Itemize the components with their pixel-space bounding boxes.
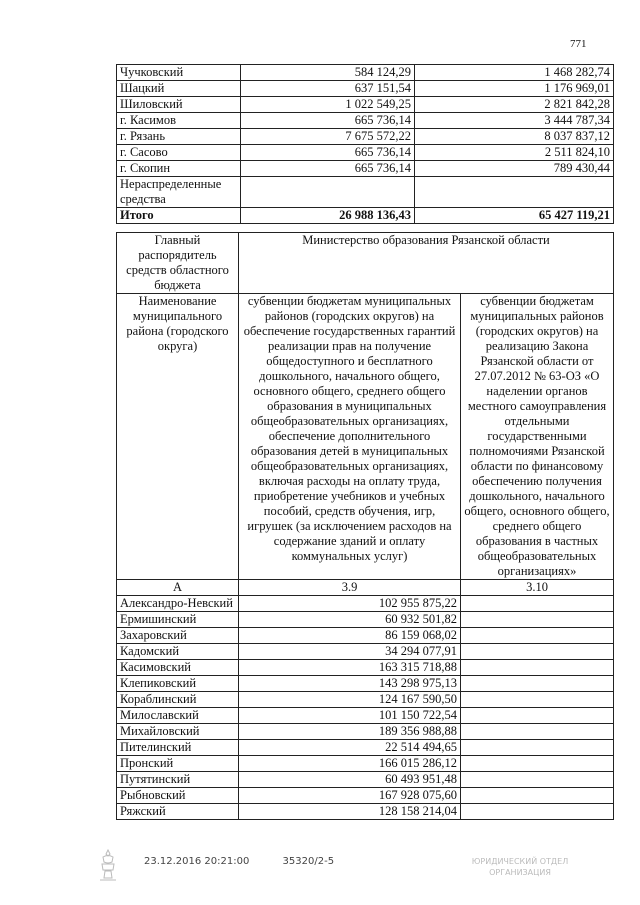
- index-a: А: [117, 580, 239, 596]
- district-name: Милославский: [117, 708, 239, 724]
- table-row: [117, 161, 614, 177]
- district-name: Александро-Невский: [117, 596, 239, 612]
- amount-cell: [461, 692, 614, 708]
- total-row: [117, 208, 614, 224]
- district-name: Захаровский: [117, 628, 239, 644]
- amount-cell: 163 315 718,88: [239, 660, 461, 676]
- amount-cell: 665 736,14: [241, 161, 415, 177]
- amount-cell: 789 430,44: [415, 161, 614, 177]
- table-row: [117, 65, 614, 81]
- amount-cell: [461, 628, 614, 644]
- table-row: [117, 660, 614, 676]
- table-row: [117, 81, 614, 97]
- amount-cell: [461, 724, 614, 740]
- column-header-row: [117, 294, 614, 580]
- amount-cell: [461, 804, 614, 820]
- amount-cell: 665 736,14: [241, 113, 415, 129]
- amount-cell: [461, 644, 614, 660]
- document-footer: [144, 856, 364, 867]
- district-name: Шацкий: [117, 81, 241, 97]
- amount-cell: 8 037 837,12: [415, 129, 614, 145]
- amount-cell: 1 176 969,01: [415, 81, 614, 97]
- amount-cell: [461, 596, 614, 612]
- district-name: Кадомский: [117, 644, 239, 660]
- amount-cell: [461, 676, 614, 692]
- amount-cell: 3 444 787,34: [415, 113, 614, 129]
- district-name: Ряжский: [117, 804, 239, 820]
- district-name: Путятинский: [117, 772, 239, 788]
- district-name: Кораблинский: [117, 692, 239, 708]
- district-name: Михайловский: [117, 724, 239, 740]
- document-code: 35320/2-5: [282, 856, 335, 867]
- amount-cell: 637 151,54: [241, 81, 415, 97]
- allocation-table-continued: [116, 64, 614, 224]
- index-3-10: 3.10: [461, 580, 614, 596]
- amount-cell: 1 468 282,74: [415, 65, 614, 81]
- amount-cell: 2 511 824,10: [415, 145, 614, 161]
- print-datetime: 23.12.2016 20:21:00: [144, 856, 250, 867]
- amount-cell: 166 015 286,12: [239, 756, 461, 772]
- amount-cell: 34 294 077,91: [239, 644, 461, 660]
- amount-cell: 143 298 975,13: [239, 676, 461, 692]
- amount-cell: [415, 177, 614, 208]
- subvention-3-9-header: субвенции бюджетам муниципальных районов (городских округов) на обеспечение государственных гарантий реализации прав на получение общедоступного и бесплатного дошкольного, начального общего, основного общего, среднего общего образования в муниципальных общеобразовательных организациях, обеспечение дополнительного образования детей в муниципальных общеобразовательных организациях, включая расходы на оплату труда, приобретение учебников и учебных пособий, средств обучения, игр, игрушек (за исключением расходов на содержание зданий и оплату коммунальных услуг): [239, 294, 461, 580]
- amount-cell: 60 932 501,82: [239, 612, 461, 628]
- table-row: [117, 113, 614, 129]
- amount-cell: 101 150 722,54: [239, 708, 461, 724]
- district-name: Касимовский: [117, 660, 239, 676]
- amount-cell: 22 514 494,65: [239, 740, 461, 756]
- stamp-line-2: ОРГАНИЗАЦИЯ: [489, 868, 551, 877]
- table-row: [117, 772, 614, 788]
- amount-cell: [241, 177, 415, 208]
- table-row: [117, 644, 614, 660]
- district-name: Нераспределенные средства: [117, 177, 241, 208]
- district-name: Пронский: [117, 756, 239, 772]
- amount-cell: 1 022 549,25: [241, 97, 415, 113]
- table-row: [117, 804, 614, 820]
- amount-cell: [461, 740, 614, 756]
- main-distributor-label: Главный распорядитель средств областного бюджета: [117, 233, 239, 294]
- coat-of-arms-icon: [96, 848, 120, 882]
- table-row: [117, 612, 614, 628]
- name-column-header: Наименование муниципального района (городского округа): [117, 294, 239, 580]
- amount-cell: 167 928 075,60: [239, 788, 461, 804]
- amount-cell: [461, 660, 614, 676]
- table-row: [117, 708, 614, 724]
- column-index-row: [117, 580, 614, 596]
- amount-cell: 7 675 572,22: [241, 129, 415, 145]
- table-row: [117, 692, 614, 708]
- main-distributor-row: [117, 233, 614, 294]
- total-amount: 65 427 119,21: [415, 208, 614, 224]
- table-row: [117, 97, 614, 113]
- district-name: г. Скопин: [117, 161, 241, 177]
- total-amount: 26 988 136,43: [241, 208, 415, 224]
- index-3-9: 3.9: [239, 580, 461, 596]
- table-row: [117, 596, 614, 612]
- amount-cell: [461, 772, 614, 788]
- faded-stamp: [450, 856, 590, 878]
- amount-cell: 60 493 951,48: [239, 772, 461, 788]
- table-row: [117, 676, 614, 692]
- amount-cell: 124 167 590,50: [239, 692, 461, 708]
- district-name: г. Рязань: [117, 129, 241, 145]
- district-name: г. Сасово: [117, 145, 241, 161]
- district-name: Клепиковский: [117, 676, 239, 692]
- amount-cell: 2 821 842,28: [415, 97, 614, 113]
- amount-cell: [461, 708, 614, 724]
- amount-cell: 584 124,29: [241, 65, 415, 81]
- amount-cell: [461, 612, 614, 628]
- page-number: 771: [570, 38, 587, 50]
- amount-cell: 189 356 988,88: [239, 724, 461, 740]
- amount-cell: [461, 756, 614, 772]
- table-row: [117, 740, 614, 756]
- district-name: Ермишинский: [117, 612, 239, 628]
- amount-cell: 665 736,14: [241, 145, 415, 161]
- table-row: [117, 628, 614, 644]
- table-row: [117, 788, 614, 804]
- stamp-line-1: ЮРИДИЧЕСКИЙ ОТДЕЛ: [471, 857, 569, 866]
- district-name: Рыбновский: [117, 788, 239, 804]
- table-row: [117, 145, 614, 161]
- amount-cell: 86 159 068,02: [239, 628, 461, 644]
- table-row: [117, 756, 614, 772]
- district-name: г. Касимов: [117, 113, 241, 129]
- district-name: Пителинский: [117, 740, 239, 756]
- amount-cell: 102 955 875,22: [239, 596, 461, 612]
- table-row: [117, 177, 614, 208]
- table-row: [117, 724, 614, 740]
- main-distributor-value: Министерство образования Рязанской области: [239, 233, 614, 294]
- district-name: Шиловский: [117, 97, 241, 113]
- amount-cell: 128 158 214,04: [239, 804, 461, 820]
- district-name: Чучковский: [117, 65, 241, 81]
- subvention-table: [116, 232, 614, 820]
- amount-cell: [461, 788, 614, 804]
- table-row: [117, 129, 614, 145]
- total-label: Итого: [117, 208, 241, 224]
- subvention-3-10-header: субвенции бюджетам муниципальных районов (городских округов) на реализацию Закона Рязанской области от 27.07.2012 № 63-ОЗ «О наделении органов местного самоуправления отдельными государственными полномочиями Рязанской области по финансовому обеспечению получения дошкольного, начального общего, основного общего, среднего общего образования в частных общеобразовательных организациях»: [461, 294, 614, 580]
